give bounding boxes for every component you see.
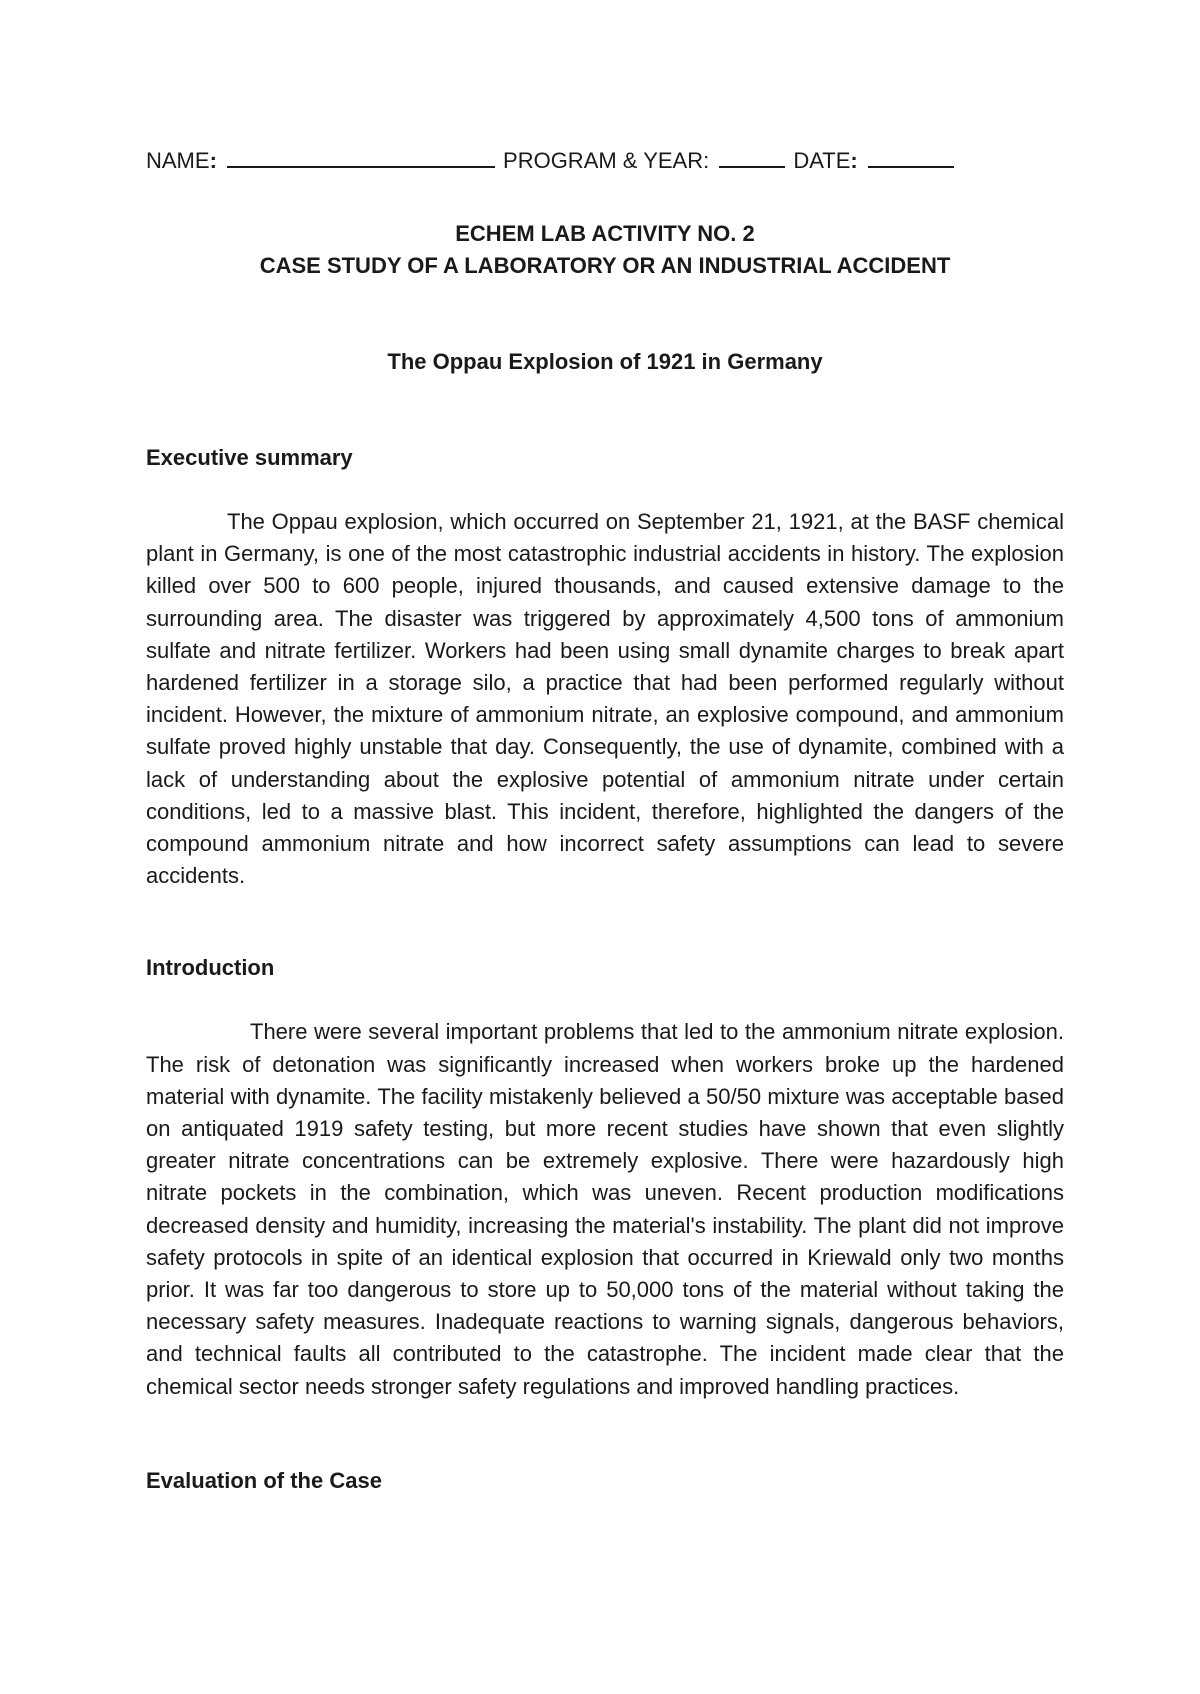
name-colon: : — [209, 148, 217, 173]
program-year-blank[interactable] — [719, 148, 785, 168]
document-title — [146, 218, 1064, 282]
date-colon: : — [850, 148, 858, 173]
document-content — [146, 144, 1064, 1497]
date-label: DATE — [793, 148, 851, 173]
student-info-line — [146, 144, 1064, 178]
date-blank[interactable] — [868, 148, 954, 168]
name-label: NAME — [146, 148, 210, 173]
introduction-heading: Introduction — [146, 955, 275, 981]
executive-summary-heading: Executive summary — [146, 445, 353, 470]
executive-summary-paragraph: The Oppau explosion, which occurred on September 21, 1921, at the BASF chemical plant in Germany, is one of the most catastrophic industrial accidents in history. The explosion killed over 500 to 600 people, injured thousands, and caused extensive damage to the surrounding area. The disaster was triggered by approximately 4,500 tons of ammonium sulfate and nitrate fertilizer. Workers had been using small dynamite charges to break apart hardened fertilizer in a storage silo, a practice that had been performed regularly without incident. However, the mixture of ammonium nitrate, an explosive compound, and ammonium sulfate proved highly unstable that day. Consequently, the use of dynamite, combined with a lack of understanding about the explosive potential of ammonium nitrate under certain conditions, led to a massive blast. This incident, therefore, highlighted the dangers of the compound ammonium nitrate and how incorrect safety assumptions can lead to severe accidents. — [146, 509, 1064, 889]
activity-title: ECHEM LAB ACTIVITY NO. 2 — [455, 221, 755, 246]
introduction-paragraph: There were several important problems that led to the ammonium nitrate explosion. The risk of detonation was significantly increased when workers broke up the hardened material with dynamite. The facility mistakenly believed a 50/50 mixture was acceptable based on antiquated 1919 safety testing, but more recent studies have shown that even slightly greater nitrate concentrations can be extremely explosive. There were hazardously high nitrate pockets in the combination, which was uneven. Recent production modifications decreased density and humidity, increasing the material's instability. The plant did not improve safety protocols in spite of an identical explosion that occurred in Kriewald only two months prior. It was far too dangerous to store up to 50,000 tons of the material without taking the necessary safety measures. Inadequate reactions to warning signals, dangerous behaviors, and technical faults all contributed to the catastrophe. The incident made clear that the chemical sector needs stronger safety regulations and improved handling practices. — [146, 1019, 1064, 1399]
case-subtitle: The Oppau Explosion of 1921 in Germany — [387, 349, 823, 374]
evaluation-heading: Evaluation of the Case — [146, 1467, 382, 1493]
name-blank[interactable] — [227, 148, 495, 168]
program-year-label: PROGRAM & YEAR: — [503, 148, 710, 173]
case-study-title: CASE STUDY OF A LABORATORY OR AN INDUSTRIAL ACCIDENT — [259, 253, 951, 278]
